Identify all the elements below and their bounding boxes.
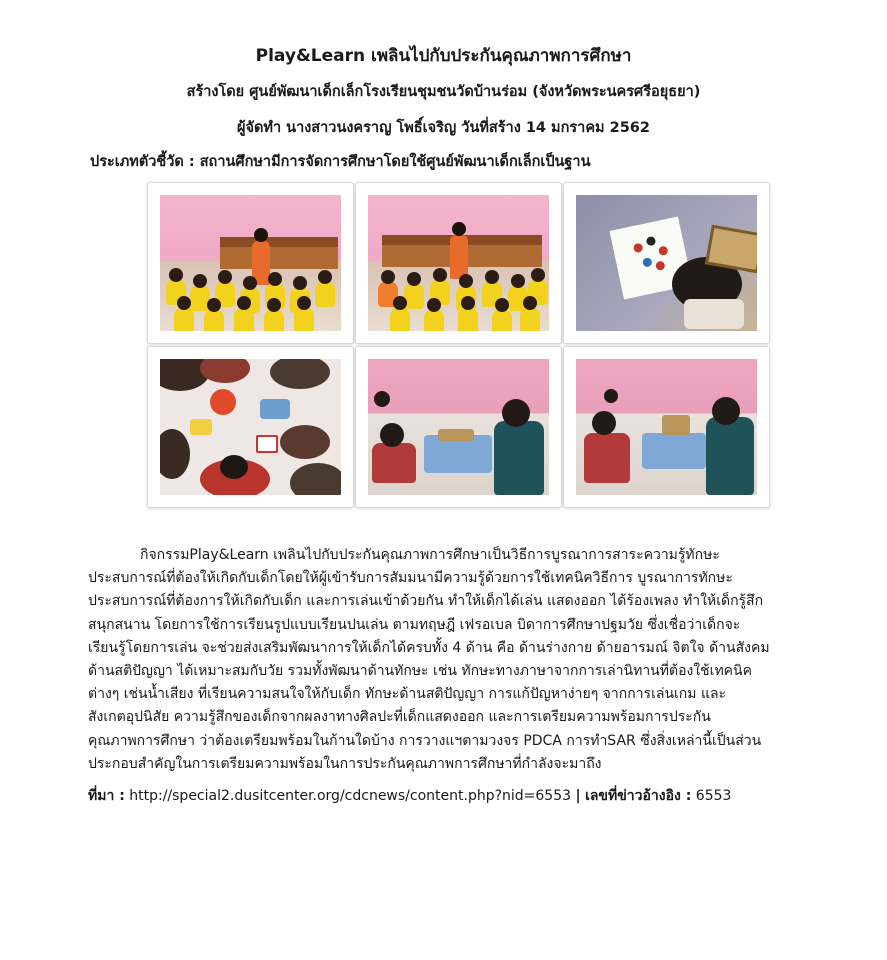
indicator-category: ประเภทตัวชี้วัด : สถานศึกษามีการจัดการศึกษาโดยใช้ศูนย์พัฒนาเด็กเล็กเป็นฐาน xyxy=(90,154,591,170)
photo-frame-1 xyxy=(147,182,354,344)
photo-frame-5 xyxy=(355,346,562,508)
paragraph-line: ประสบการณ์ที่ต้องการให้เกิดกับเด็ก และการเล่นเข้าด้วยกัน ทำให้เด็กได้เล่น แสดงออก ได้ร้องเพลง ทำให้เด็กรู้สึก xyxy=(88,593,764,610)
photo-frame-2 xyxy=(355,182,562,344)
document-subtitle: สร้างโดย ศูนย์พัฒนาเด็กเล็กโรงเรียนชุมชนวัดบ้านร่อม (จังหวัดพระนครศรีอยุธยา) xyxy=(186,84,701,100)
paragraph-line: สนุกสนาน โดยการใช้การเรียนรูปแบบเรียนปนเล่น ตามทฤษฎี เฟรอเบล บิดาการศึกษาปฐมวัย ซึ่งเชื่อว่าเด็กจะ xyxy=(88,616,741,633)
paragraph-line: ด้านสติปัญญา ได้เหมาะสมกับวัย รวมทั้งพัฒนาด้านทักษะ เช่น ทักษะทางภาษาจากการเล่านิทานที่ต้องใช้เทคนิค xyxy=(88,663,752,680)
photo-frame-6 xyxy=(563,346,770,508)
painting-photo xyxy=(576,195,757,331)
reference-number: 6553 xyxy=(695,788,732,804)
paragraph-line: ประสบการณ์ที่ต้องให้เกิดกับเด็กโดยให้ผู้เข้ารับการสัมมนามีความรู้ด้วยการใช้เทคนิควิธีการ บูรณาการทักษะ xyxy=(88,570,733,587)
source-url[interactable]: http://special2.dusitcenter.org/cdcnews/content.php?nid=6553 xyxy=(129,788,572,804)
source-label: ที่มา : xyxy=(88,788,125,804)
source-separator: | xyxy=(575,788,581,804)
photo-frame-4 xyxy=(147,346,354,508)
paragraph-line: ประกอบสำคัญในการเตรียมความพร้อมในการประกันคุณภาพการศึกษาที่กำลังจะมาถึง xyxy=(88,755,602,772)
activity-description xyxy=(88,544,833,776)
table-activity-photo-1 xyxy=(368,359,549,495)
paragraph-line: คุณภาพการศึกษา ว่าต้องเตรียมพร้อมในก้านใดบ้าง การวางแฯตามวงจร PDCA การทำSAR ซึ่งสิ่งเหล่านี้เป็นส่วน xyxy=(88,732,762,749)
table-activity-photo-2 xyxy=(576,359,757,495)
photo-frame-3 xyxy=(563,182,770,344)
classroom-photo-2 xyxy=(368,195,549,331)
document-title: Play&Learn เพลินไปกับประกันคุณภาพการศึกษา xyxy=(255,46,632,66)
paragraph-line: สังเกตอุปนิสัย ความรู้สึกของเด็กจากผลงาทางศิลปะที่เด็กแสดงออก และการเตรียมความพร้อมการประกัน xyxy=(88,709,711,726)
photo-gallery xyxy=(147,182,772,508)
paragraph-line: เรียนรู้โดยการเล่น จะช่วยส่งเสริมพัฒนาการให้เด็กได้ครบทั้ง 4 ด้าน คือ ด้านร่างกาย ด้ายอารมณ์ จิตใจ ด้านสังคม xyxy=(88,639,770,656)
paragraph-line: กิจกรรมPlay&Learn เพลินไปกับประกันคุณภาพการศึกษาเป็นวิธีการบูรณาการสาระความรู้ทักษะ xyxy=(140,547,720,563)
paragraph-line: ต่างๆ เช่นน้ำเสียง ที่เรียนความสนใจให้กับเด็ก ทักษะด้านสติปัญญา การแก้ปัญหาง่ายๆ จากการเล่นเกม และ xyxy=(88,686,727,703)
floor-art-photo xyxy=(160,359,341,495)
reference-label: เลขที่ข่าวอ้างอิง : xyxy=(585,788,692,804)
author-line: ผู้จัดทำ นางสาวนงคราญ โพธิ์เจริญ วันที่สร้าง 14 มกราคม 2562 xyxy=(237,120,650,136)
source-line xyxy=(88,785,731,807)
classroom-photo-1 xyxy=(160,195,341,331)
